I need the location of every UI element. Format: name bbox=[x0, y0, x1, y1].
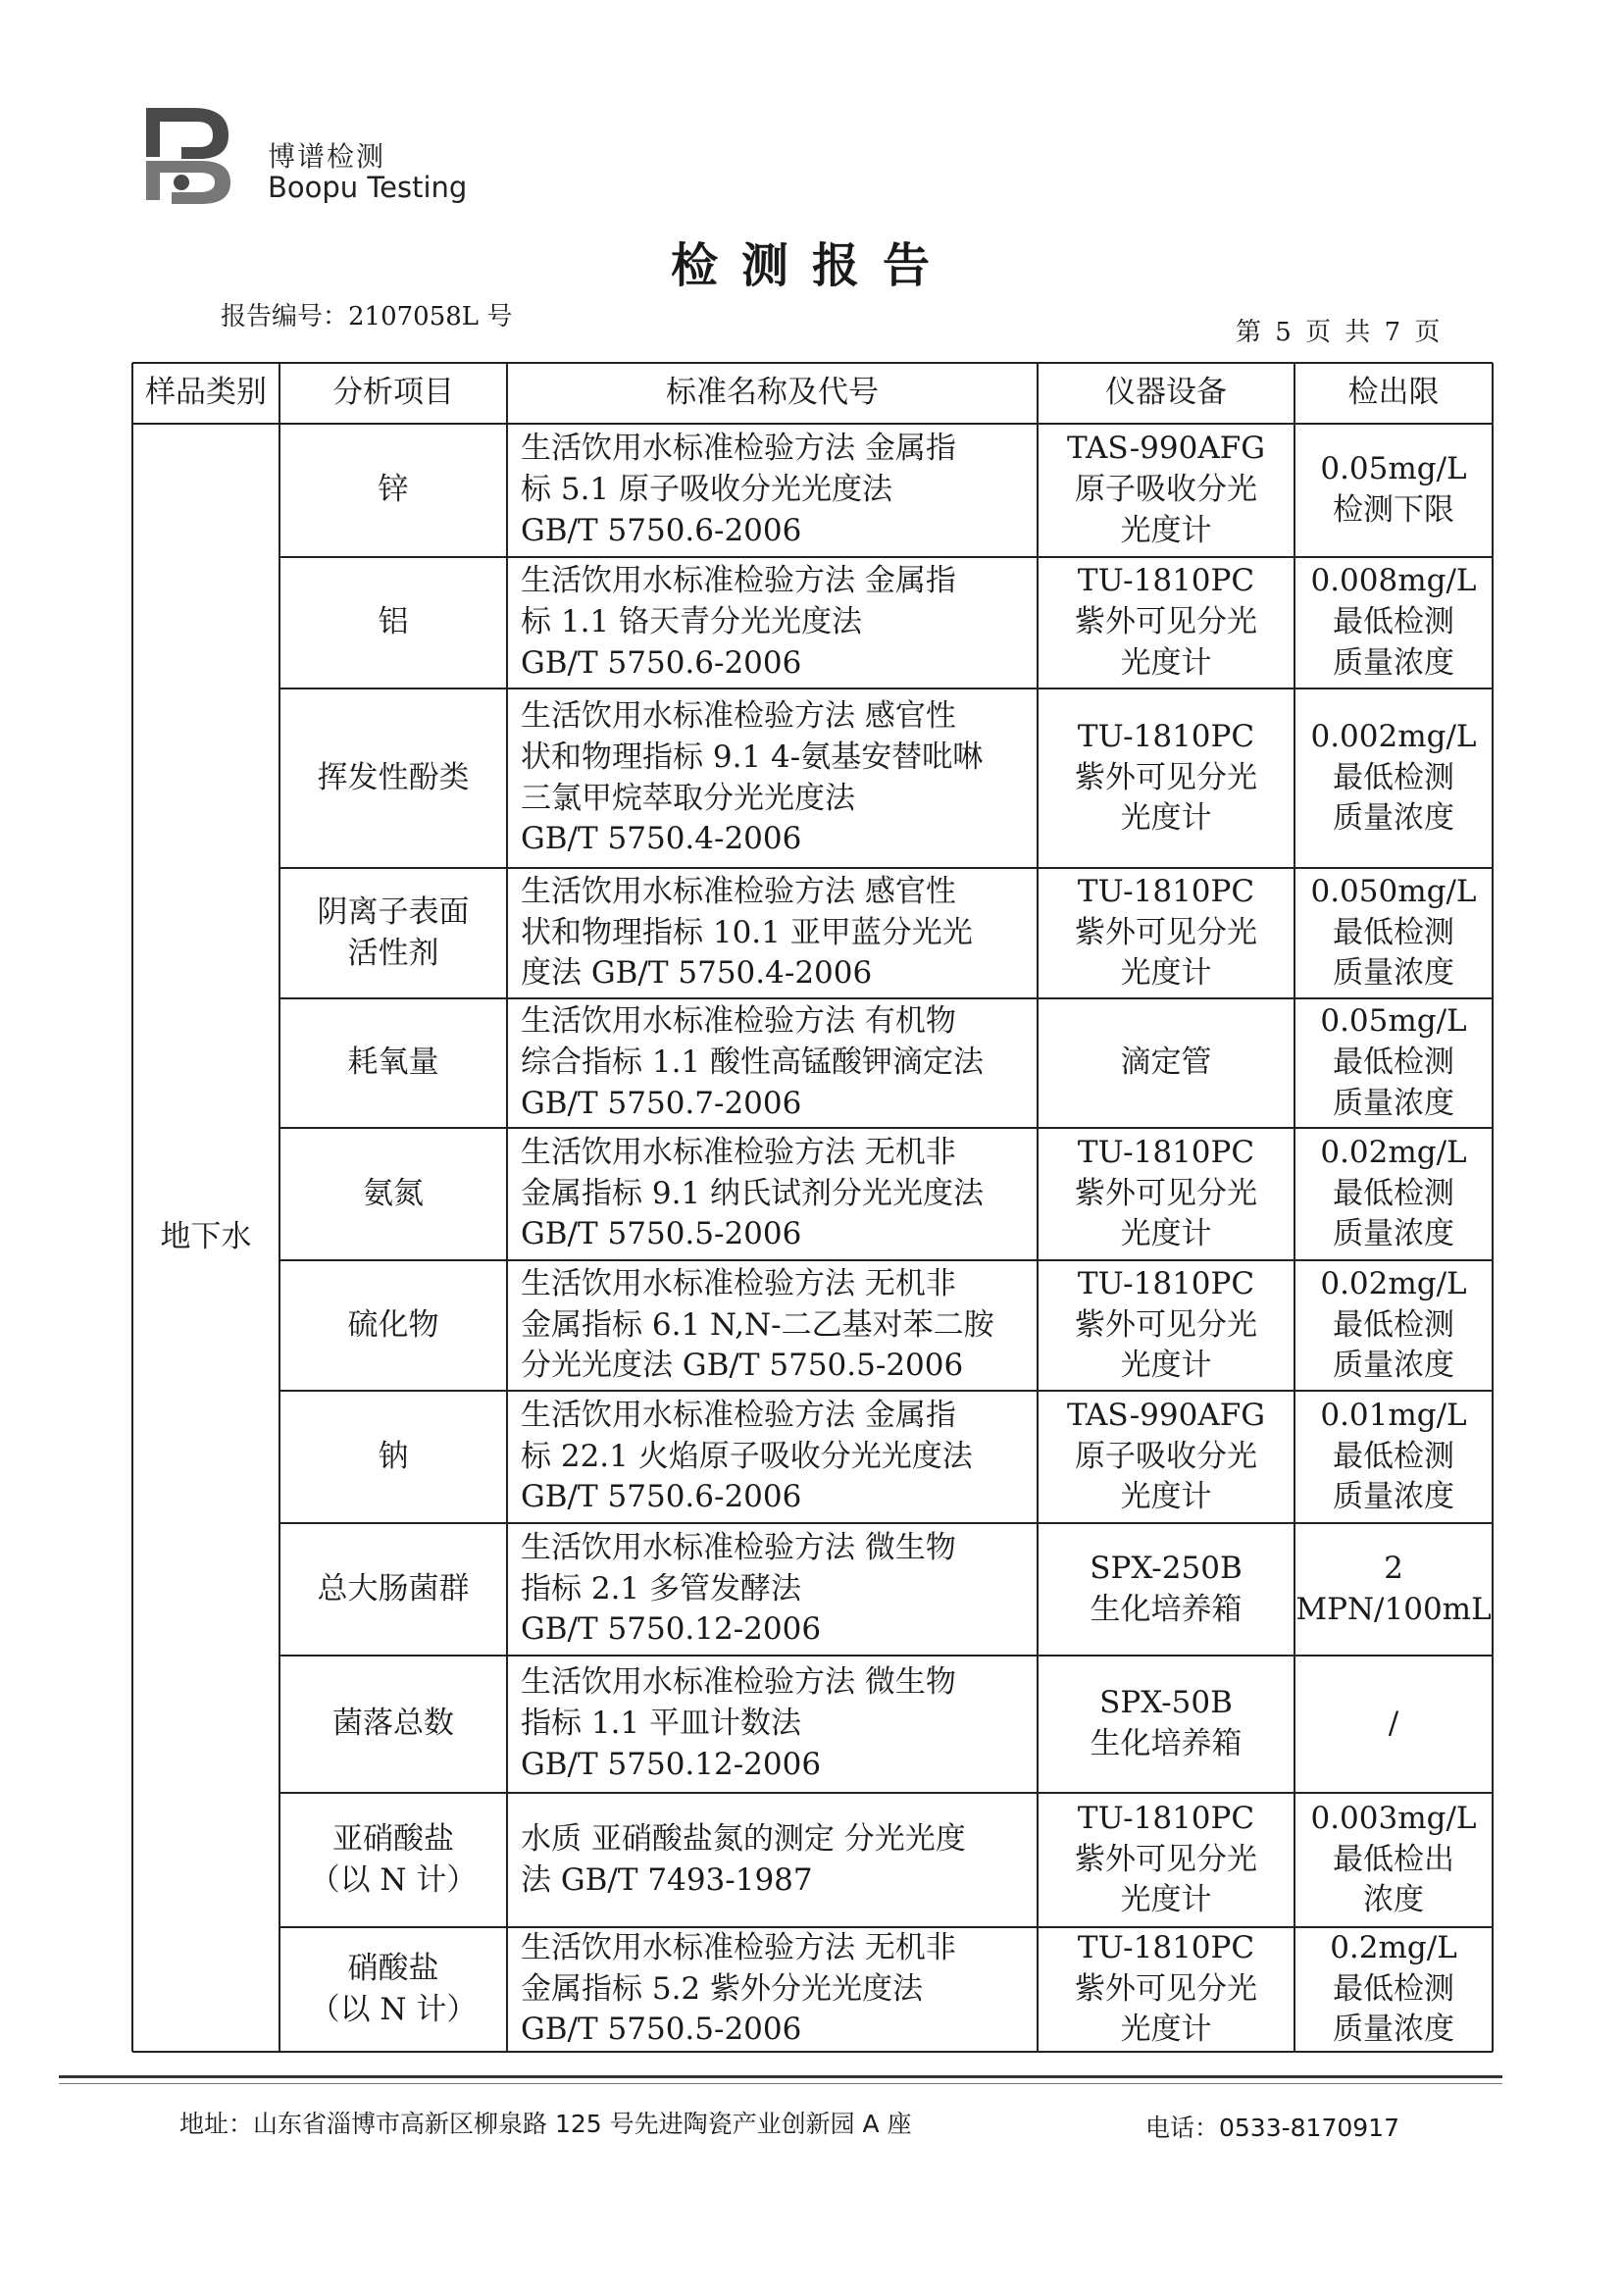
standard-cell-line: 金属指标 6.1 N,N-二乙基对苯二胺 bbox=[521, 1306, 994, 1343]
instrument-cell-line: TU-1810PC bbox=[1077, 1134, 1255, 1170]
instrument-cell bbox=[1038, 1523, 1294, 1656]
instrument-cell-line: TU-1810PC bbox=[1077, 1929, 1255, 1965]
standard-cell-line: 分光光度法 GB/T 5750.5-2006 bbox=[521, 1348, 964, 1384]
instrument-cell-line: TAS-990AFG bbox=[1066, 1397, 1266, 1433]
detection-limit-cell-line: 0.05mg/L bbox=[1320, 451, 1467, 487]
instrument-cell-line: 滴定管 bbox=[1120, 1045, 1212, 1081]
analysis-item-cell bbox=[279, 1523, 507, 1656]
standard-cell bbox=[507, 1793, 1038, 1927]
analysis-item-cell-line: 总大肠菌群 bbox=[317, 1570, 470, 1606]
standard-cell-line: 生活饮用水标准检验方法 有机物 bbox=[521, 1003, 956, 1040]
standard-cell-line: 综合指标 1.1 酸性高锰酸钾滴定法 bbox=[521, 1045, 985, 1081]
instrument-cell-line: 光度计 bbox=[1120, 1348, 1212, 1384]
detection-limit-cell-line: 质量浓度 bbox=[1333, 955, 1454, 992]
detection-limit-cell-line: 0.05mg/L bbox=[1320, 1003, 1467, 1040]
detection-limit-cell bbox=[1294, 998, 1493, 1128]
instrument-cell-line: 原子吸收分光 bbox=[1074, 472, 1257, 508]
instrument-cell-line: 光度计 bbox=[1120, 1216, 1212, 1252]
detection-limit-cell bbox=[1294, 1523, 1493, 1656]
instrument-cell bbox=[1038, 998, 1294, 1128]
standard-cell-line: 金属指标 5.2 紫外分光光度法 bbox=[521, 1970, 924, 2007]
analysis-item-cell-line: （以 N 计） bbox=[309, 1861, 478, 1898]
detection-limit-cell-line: MPN/100mL bbox=[1295, 1591, 1492, 1627]
analysis-item-cell-line: 硝酸盐 bbox=[347, 1950, 439, 1986]
instrument-cell-line: 生化培养箱 bbox=[1090, 1726, 1243, 1761]
standard-cell-line: 生活饮用水标准检验方法 微生物 bbox=[521, 1664, 956, 1701]
standard-cell-line: 生活饮用水标准检验方法 金属指 bbox=[521, 1397, 956, 1433]
standard-cell bbox=[507, 1523, 1038, 1656]
detection-limit-cell-line: 质量浓度 bbox=[1333, 644, 1454, 681]
detection-limit-cell-line: / bbox=[1388, 1706, 1399, 1742]
detection-limit-cell-line: 0.2mg/L bbox=[1330, 1929, 1457, 1965]
standard-cell-line: GB/T 5750.12-2006 bbox=[521, 1611, 822, 1648]
standard-cell-line: GB/T 5750.6-2006 bbox=[521, 512, 802, 548]
detection-limit-cell bbox=[1294, 1128, 1493, 1260]
header-detection-limit: 检出限 bbox=[1347, 375, 1440, 411]
standard-cell-line: 生活饮用水标准检验方法 金属指 bbox=[521, 431, 956, 467]
standard-cell-line: GB/T 5750.5-2006 bbox=[521, 1216, 802, 1252]
instrument-cell bbox=[1038, 868, 1294, 998]
instrument-cell-line: 光度计 bbox=[1120, 644, 1212, 681]
detection-limit-cell bbox=[1294, 868, 1493, 998]
detection-limit-cell-line: 0.02mg/L bbox=[1320, 1265, 1467, 1301]
instrument-cell-line: SPX-250B bbox=[1090, 1550, 1243, 1586]
instrument-cell-line: 紫外可见分光 bbox=[1075, 1841, 1257, 1877]
analysis-item-cell bbox=[279, 1927, 507, 2052]
footer-divider-thin bbox=[59, 2083, 1502, 2084]
standard-cell-line: 法 GB/T 7493-1987 bbox=[521, 1861, 813, 1898]
standard-cell-line: 标 5.1 原子吸收分光光度法 bbox=[521, 472, 893, 508]
analysis-item-cell bbox=[279, 998, 507, 1128]
instrument-cell-line: TU-1810PC bbox=[1077, 1265, 1255, 1301]
header-instrument: 仪器设备 bbox=[1105, 375, 1227, 411]
detection-limit-cell-line: 最低检出 bbox=[1333, 1841, 1454, 1877]
detection-limit-cell-line: 浓度 bbox=[1363, 1882, 1424, 1918]
analysis-item-cell-line: 阴离子表面 bbox=[317, 893, 470, 930]
footer-address: 地址：山东省淄博市高新区柳泉路 125 号先进陶瓷产业创新园 A 座 bbox=[179, 2110, 912, 2138]
standard-cell bbox=[507, 557, 1038, 688]
standard-cell-line: 生活饮用水标准检验方法 无机非 bbox=[521, 1134, 956, 1170]
detection-limit-cell-line: 0.002mg/L bbox=[1310, 718, 1477, 754]
standard-cell-line: 生活饮用水标准检验方法 无机非 bbox=[521, 1929, 956, 1965]
detection-limit-cell-line: 0.008mg/L bbox=[1310, 563, 1477, 599]
instrument-cell bbox=[1038, 557, 1294, 688]
detection-limit-cell-line: 最低检测 bbox=[1332, 1306, 1454, 1343]
detection-limit-cell-line: 质量浓度 bbox=[1332, 1085, 1454, 1121]
detection-limit-cell-line: 质量浓度 bbox=[1332, 1348, 1454, 1384]
detection-limit-cell-line: 0.02mg/L bbox=[1320, 1134, 1467, 1170]
detection-limit-cell-line: 最低检测 bbox=[1332, 1438, 1454, 1474]
instrument-cell-line: TU-1810PC bbox=[1077, 873, 1255, 909]
standard-cell-line: GB/T 5750.6-2006 bbox=[521, 644, 802, 681]
instrument-cell-line: 紫外可见分光 bbox=[1075, 604, 1257, 640]
detection-limit-cell-line: 最低检测 bbox=[1332, 1045, 1454, 1081]
detection-limit-cell-line: 最低检测 bbox=[1333, 914, 1454, 950]
analysis-item-cell bbox=[279, 1128, 507, 1260]
analysis-item-cell bbox=[279, 868, 507, 998]
detection-limit-cell-line: 质量浓度 bbox=[1332, 2012, 1454, 2048]
detection-limit-cell-line: 质量浓度 bbox=[1332, 1216, 1454, 1252]
detection-limit-cell-line: 0.050mg/L bbox=[1310, 873, 1477, 909]
footer-divider bbox=[59, 2075, 1502, 2078]
instrument-cell-line: TAS-990AFG bbox=[1066, 431, 1266, 467]
analysis-item-cell bbox=[279, 1793, 507, 1927]
standard-cell-line: GB/T 5750.12-2006 bbox=[521, 1746, 822, 1782]
instrument-cell bbox=[1038, 1260, 1294, 1391]
instrument-cell-line: 光度计 bbox=[1120, 512, 1212, 548]
standard-cell bbox=[507, 424, 1038, 557]
standard-cell bbox=[507, 998, 1038, 1128]
standard-cell bbox=[507, 1927, 1038, 2052]
instrument-cell-line: 光度计 bbox=[1120, 1882, 1212, 1918]
sample-category-cell: 地下水 bbox=[160, 1219, 252, 1255]
standard-cell-line: 状和物理指标 10.1 亚甲蓝分光光 bbox=[521, 914, 973, 950]
detection-limit-cell-line: 最低检测 bbox=[1332, 1970, 1454, 2007]
instrument-cell bbox=[1038, 688, 1294, 868]
instrument-cell-line: 光度计 bbox=[1120, 800, 1212, 837]
instrument-cell bbox=[1038, 1927, 1294, 2052]
standard-cell bbox=[507, 868, 1038, 998]
detection-limit-cell-line: 质量浓度 bbox=[1332, 1479, 1454, 1515]
analysis-item-cell-line: 钠 bbox=[378, 1438, 409, 1474]
instrument-cell bbox=[1038, 1656, 1294, 1793]
standard-cell bbox=[507, 688, 1038, 868]
standard-cell-line: 状和物理指标 9.1 4-氨基安替吡啉 bbox=[521, 739, 984, 775]
instrument-cell bbox=[1038, 1391, 1294, 1523]
standard-cell-line: 生活饮用水标准检验方法 感官性 bbox=[521, 873, 956, 909]
detection-limit-cell bbox=[1294, 557, 1493, 688]
detection-limit-cell-line: 检测下限 bbox=[1332, 492, 1454, 528]
standard-cell-line: 指标 2.1 多管发酵法 bbox=[521, 1570, 802, 1606]
detection-limit-cell-line: 0.003mg/L bbox=[1310, 1800, 1477, 1836]
brand-name-cn: 博谱检测 bbox=[268, 140, 386, 173]
detection-limit-cell-line: 质量浓度 bbox=[1333, 800, 1454, 837]
analysis-item-cell bbox=[279, 424, 507, 557]
header-sample-category: 样品类别 bbox=[145, 375, 267, 411]
instrument-cell-line: 生化培养箱 bbox=[1090, 1591, 1243, 1627]
instrument-cell-line: 光度计 bbox=[1120, 2012, 1212, 2048]
standard-cell-line: 指标 1.1 平皿计数法 bbox=[521, 1706, 802, 1742]
standard-cell-line: 生活饮用水标准检验方法 无机非 bbox=[521, 1265, 956, 1301]
analysis-item-cell bbox=[279, 688, 507, 868]
standard-cell-line: GB/T 5750.5-2006 bbox=[521, 2012, 802, 2048]
standard-cell-line: 生活饮用水标准检验方法 微生物 bbox=[521, 1529, 956, 1565]
analysis-item-cell bbox=[279, 557, 507, 688]
standard-cell bbox=[507, 1260, 1038, 1391]
detection-limit-cell bbox=[1294, 1260, 1493, 1391]
instrument-cell-line: 紫外可见分光 bbox=[1075, 1175, 1257, 1211]
footer-phone: 电话：0533-8170917 bbox=[1145, 2114, 1399, 2142]
instrument-cell-line: TU-1810PC bbox=[1077, 563, 1255, 599]
instrument-cell-line: 光度计 bbox=[1120, 955, 1212, 992]
brand-name-en: Boopu Testing bbox=[268, 171, 468, 204]
standard-cell-line: 水质 亚硝酸盐氮的测定 分光光度 bbox=[521, 1820, 966, 1857]
page-number: 第 5 页 共 7 页 bbox=[1236, 318, 1444, 347]
instrument-cell-line: 光度计 bbox=[1120, 1479, 1212, 1515]
detection-limit-cell bbox=[1294, 688, 1493, 868]
instrument-cell-line: 原子吸收分光 bbox=[1074, 1438, 1257, 1474]
detection-limit-cell-line: 最低检测 bbox=[1333, 759, 1454, 795]
header-standard: 标准名称及代号 bbox=[666, 375, 879, 411]
detection-limit-cell bbox=[1294, 1391, 1493, 1523]
detection-limit-cell bbox=[1294, 424, 1493, 557]
instrument-cell-line: TU-1810PC bbox=[1077, 718, 1255, 754]
standard-cell bbox=[507, 1656, 1038, 1793]
report-number: 报告编号：2107058L 号 bbox=[221, 302, 513, 331]
instrument-cell bbox=[1038, 1128, 1294, 1260]
instrument-cell-line: TU-1810PC bbox=[1077, 1800, 1255, 1836]
analysis-item-cell bbox=[279, 1656, 507, 1793]
analysis-item-cell-line: 菌落总数 bbox=[332, 1706, 454, 1742]
detection-limit-cell bbox=[1294, 1656, 1493, 1793]
instrument-cell-line: SPX-50B bbox=[1099, 1685, 1233, 1721]
report-title: 检测报告 bbox=[670, 238, 953, 293]
standard-cell-line: GB/T 5750.4-2006 bbox=[521, 821, 802, 857]
instrument-cell-line: 紫外可见分光 bbox=[1075, 1970, 1257, 2007]
detection-limit-cell-line: 最低检测 bbox=[1333, 604, 1454, 640]
analysis-item-cell bbox=[279, 1260, 507, 1391]
instrument-cell bbox=[1038, 1793, 1294, 1927]
standard-cell-line: 三氯甲烷萃取分光光度法 bbox=[521, 780, 855, 816]
standard-cell-line: 标 1.1 铬天青分光光度法 bbox=[521, 604, 863, 640]
standard-cell bbox=[507, 1391, 1038, 1523]
header-analysis-item: 分析项目 bbox=[332, 375, 454, 411]
instrument-cell-line: 紫外可见分光 bbox=[1075, 759, 1257, 795]
instrument-cell bbox=[1038, 424, 1294, 557]
analysis-item-cell-line: 锌 bbox=[378, 472, 409, 508]
analysis-item-cell-line: 硫化物 bbox=[347, 1306, 439, 1343]
analysis-item-cell-line: 耗氧量 bbox=[347, 1045, 439, 1081]
detection-limit-cell-line: 最低检测 bbox=[1332, 1175, 1454, 1211]
detection-limit-cell bbox=[1294, 1927, 1493, 2052]
standard-cell-line: GB/T 5750.7-2006 bbox=[521, 1085, 802, 1121]
analysis-item-cell-line: 氨氮 bbox=[363, 1175, 424, 1211]
analysis-item-cell-line: 活性剂 bbox=[347, 935, 439, 971]
detection-limit-cell bbox=[1294, 1793, 1493, 1927]
detection-limit-cell-line: 0.01mg/L bbox=[1320, 1397, 1467, 1433]
analysis-item-cell-line: 亚硝酸盐 bbox=[332, 1820, 454, 1857]
standard-cell-line: 生活饮用水标准检验方法 感官性 bbox=[521, 697, 956, 734]
standard-cell-line: 度法 GB/T 5750.4-2006 bbox=[521, 955, 873, 992]
analysis-item-cell-line: 铝 bbox=[378, 604, 409, 640]
standard-cell bbox=[507, 1128, 1038, 1260]
analysis-item-cell-line: 挥发性酚类 bbox=[317, 759, 470, 795]
instrument-cell-line: 紫外可见分光 bbox=[1075, 1306, 1257, 1343]
analysis-item-cell-line: （以 N 计） bbox=[309, 1991, 478, 2027]
detection-limit-cell-line: 2 bbox=[1384, 1550, 1403, 1586]
standard-cell-line: 金属指标 9.1 纳氏试剂分光光度法 bbox=[521, 1175, 985, 1211]
standard-cell-line: 生活饮用水标准检验方法 金属指 bbox=[521, 563, 956, 599]
instrument-cell-line: 紫外可见分光 bbox=[1075, 914, 1257, 950]
standard-cell-line: 标 22.1 火焰原子吸收分光光度法 bbox=[521, 1438, 973, 1474]
standard-cell-line: GB/T 5750.6-2006 bbox=[521, 1479, 802, 1515]
analysis-item-cell bbox=[279, 1391, 507, 1523]
